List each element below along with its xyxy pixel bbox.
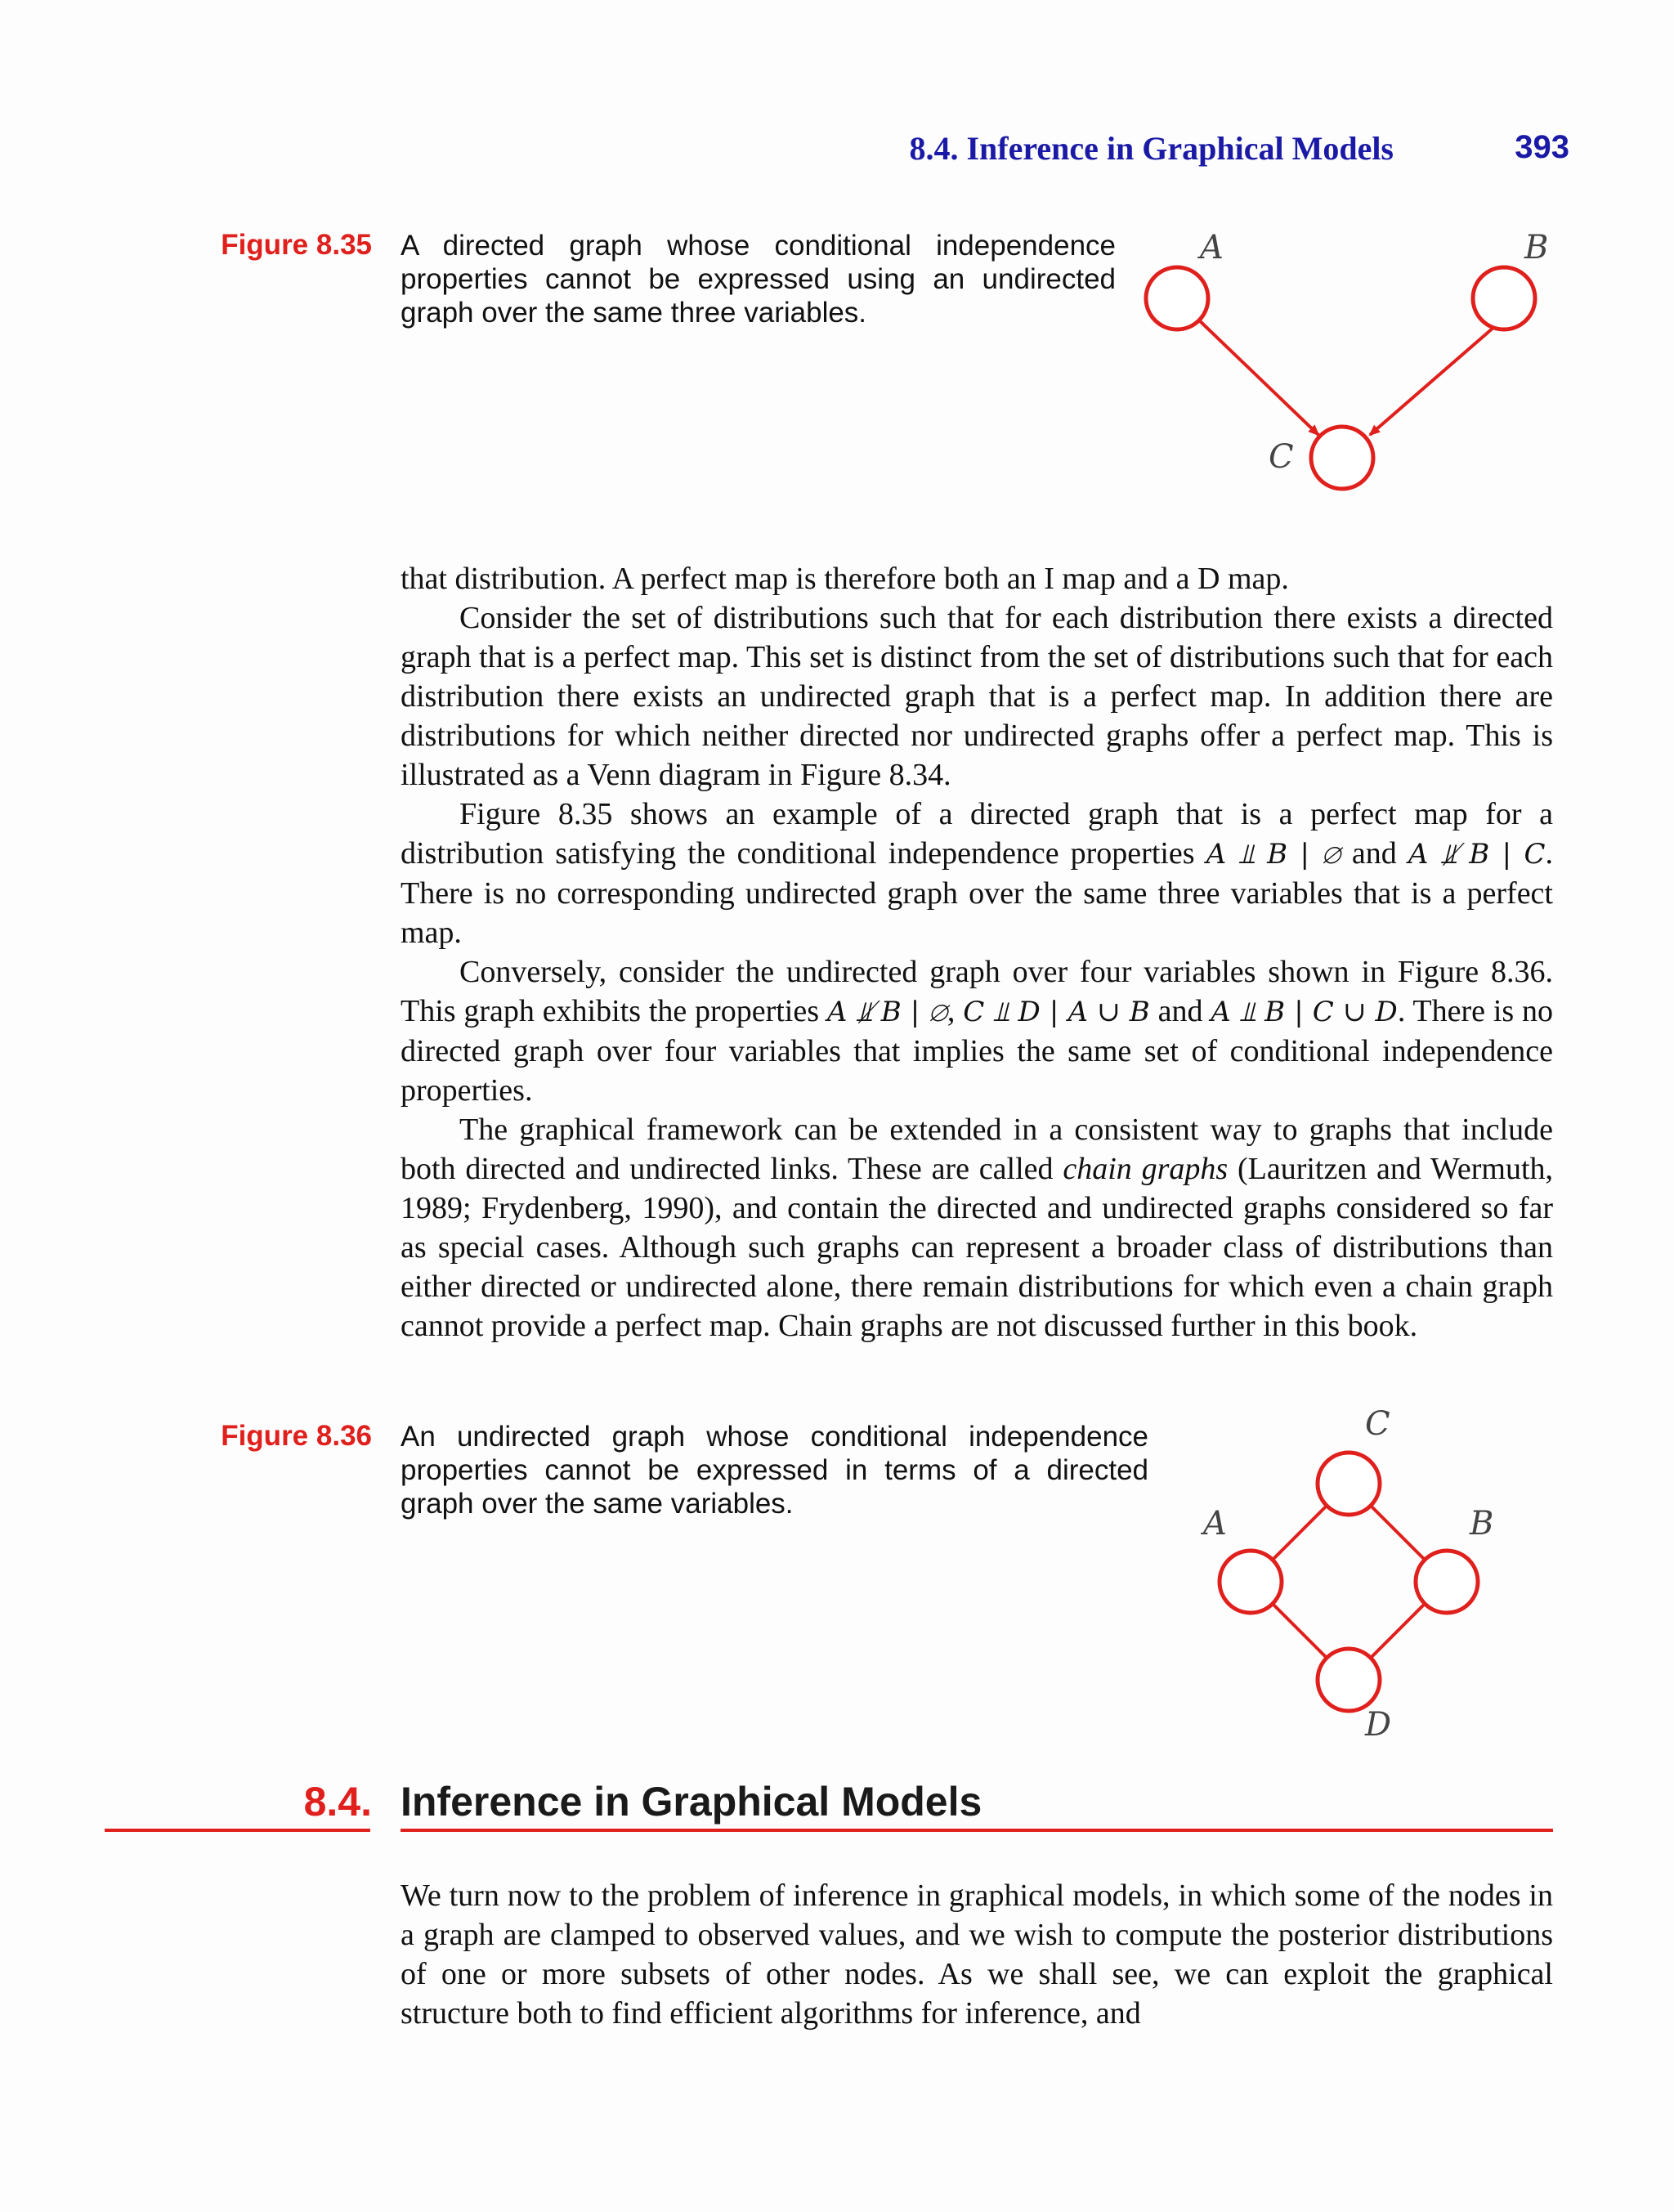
edge-b-to-c [1370,316,1506,435]
math-expression: A ⫫ B | ∅ [1206,838,1341,871]
emphasis-term: chain graphs [1063,1152,1229,1186]
text-run: The graphical framework can be extended in a consistent way to graphs that include both directed and undirected links. These are called [401,1113,1553,1186]
running-title: 8.4. Inference in Graphical Models [909,130,1394,167]
section-title: Inference in Graphical Models [401,1779,982,1825]
section-number: 8.4. [303,1779,372,1825]
text-run: Figure 8.35 shows an example of a directed graph that is a perfect map for a distribution satisfying the conditional independence properties [401,797,1553,871]
paragraph-5 [401,1110,1553,1346]
text-run: and [1149,994,1211,1028]
math-expression: A ⫫̸ B | ∅ [826,996,947,1028]
math-expression: C ⫫ D | A ∪ B [963,996,1150,1028]
page-number: 393 [1515,129,1569,165]
edge-a-to-c [1195,316,1318,435]
running-header [817,129,1569,175]
section-rule-left [105,1829,370,1832]
node-c [1311,427,1373,489]
paragraph-3 [401,795,1553,952]
math-expression: A ⫫ B | C ∪ D [1211,996,1398,1028]
text-run: and [1340,836,1408,871]
section-intro-text [401,1876,1553,2033]
paragraph-1: that distribution. A perfect map is therefore both an I map and a D map. [401,562,1289,596]
node-c-label: C [1269,438,1294,476]
node-b [1473,267,1535,329]
text-run: . There is no corresponding undirected graph over the same three variables that is a perfect map. [401,836,1553,950]
section-rule-right [401,1829,1553,1832]
node-a-label: A [1203,1505,1227,1543]
node-a-label: A [1200,229,1224,266]
figure-836-label: Figure 8.36 [221,1420,372,1452]
node-b [1416,1551,1478,1613]
section-intro-paragraph: We turn now to the problem of inference in graphical models, in which some of the nodes in a graph are clamped to observed values, and we wish to compute the posterior distributions of one or more subsets of other nodes. As we shall see, we can exploit the graphical structure both to find efficient algorithms for inference, and [401,1878,1553,2031]
figure-836-caption: An undirected graph whose conditional independence properties cannot be expressed in terms of a directed graph over the same variables. [401,1421,1148,1520]
text-run: , [947,994,964,1028]
math-expression: A ⫫̸ B | C [1408,838,1546,871]
node-c-label: C [1365,1410,1390,1443]
figure-836-graph [1193,1410,1504,1753]
node-b-label: B [1470,1505,1494,1543]
body-text [401,559,1553,1346]
figure-835-caption: A directed graph whose conditional independence properties cannot be expressed using an undirected graph over the same three variables. [401,230,1116,329]
node-a [1220,1551,1282,1613]
text-run: Conversely, consider the undirected graph over four variables shown in Figure 8.36. This graph exhibits the properties [401,955,1553,1028]
text-run: . There is no directed graph over four variables that implies the same set of conditional independence properties. [401,994,1553,1108]
node-b-label: B [1524,229,1549,266]
node-d-label: D [1365,1706,1392,1744]
paragraph-4 [401,952,1553,1110]
paragraph-2: Consider the set of distributions such that for each distribution there exists a directed graph that is a perfect map. This set is distinct from the set of distributions such that for each distribution there exists an undirected graph that is a perfect map. In addition there are distributions for which neither directed nor undirected graphs offer a perfect map. This is illustrated as a Venn diagram in Figure 8.34. [401,601,1553,792]
text-run: (Lauritzen and Wermuth, 1989; Frydenberg, 1990), and contain the directed and undirected graphs considered so far as special cases. Although such graphs can represent a broader class of distributions than either directed or undirected alone, there remain distributions for which even a chain graph cannot provide a perfect map. Chain graphs are not discussed further in this book. [401,1152,1554,1343]
node-c [1318,1453,1380,1515]
figure-835-graph [1128,221,1569,507]
node-d [1318,1649,1380,1711]
node-a [1146,267,1208,329]
figure-835-label: Figure 8.35 [221,229,372,261]
